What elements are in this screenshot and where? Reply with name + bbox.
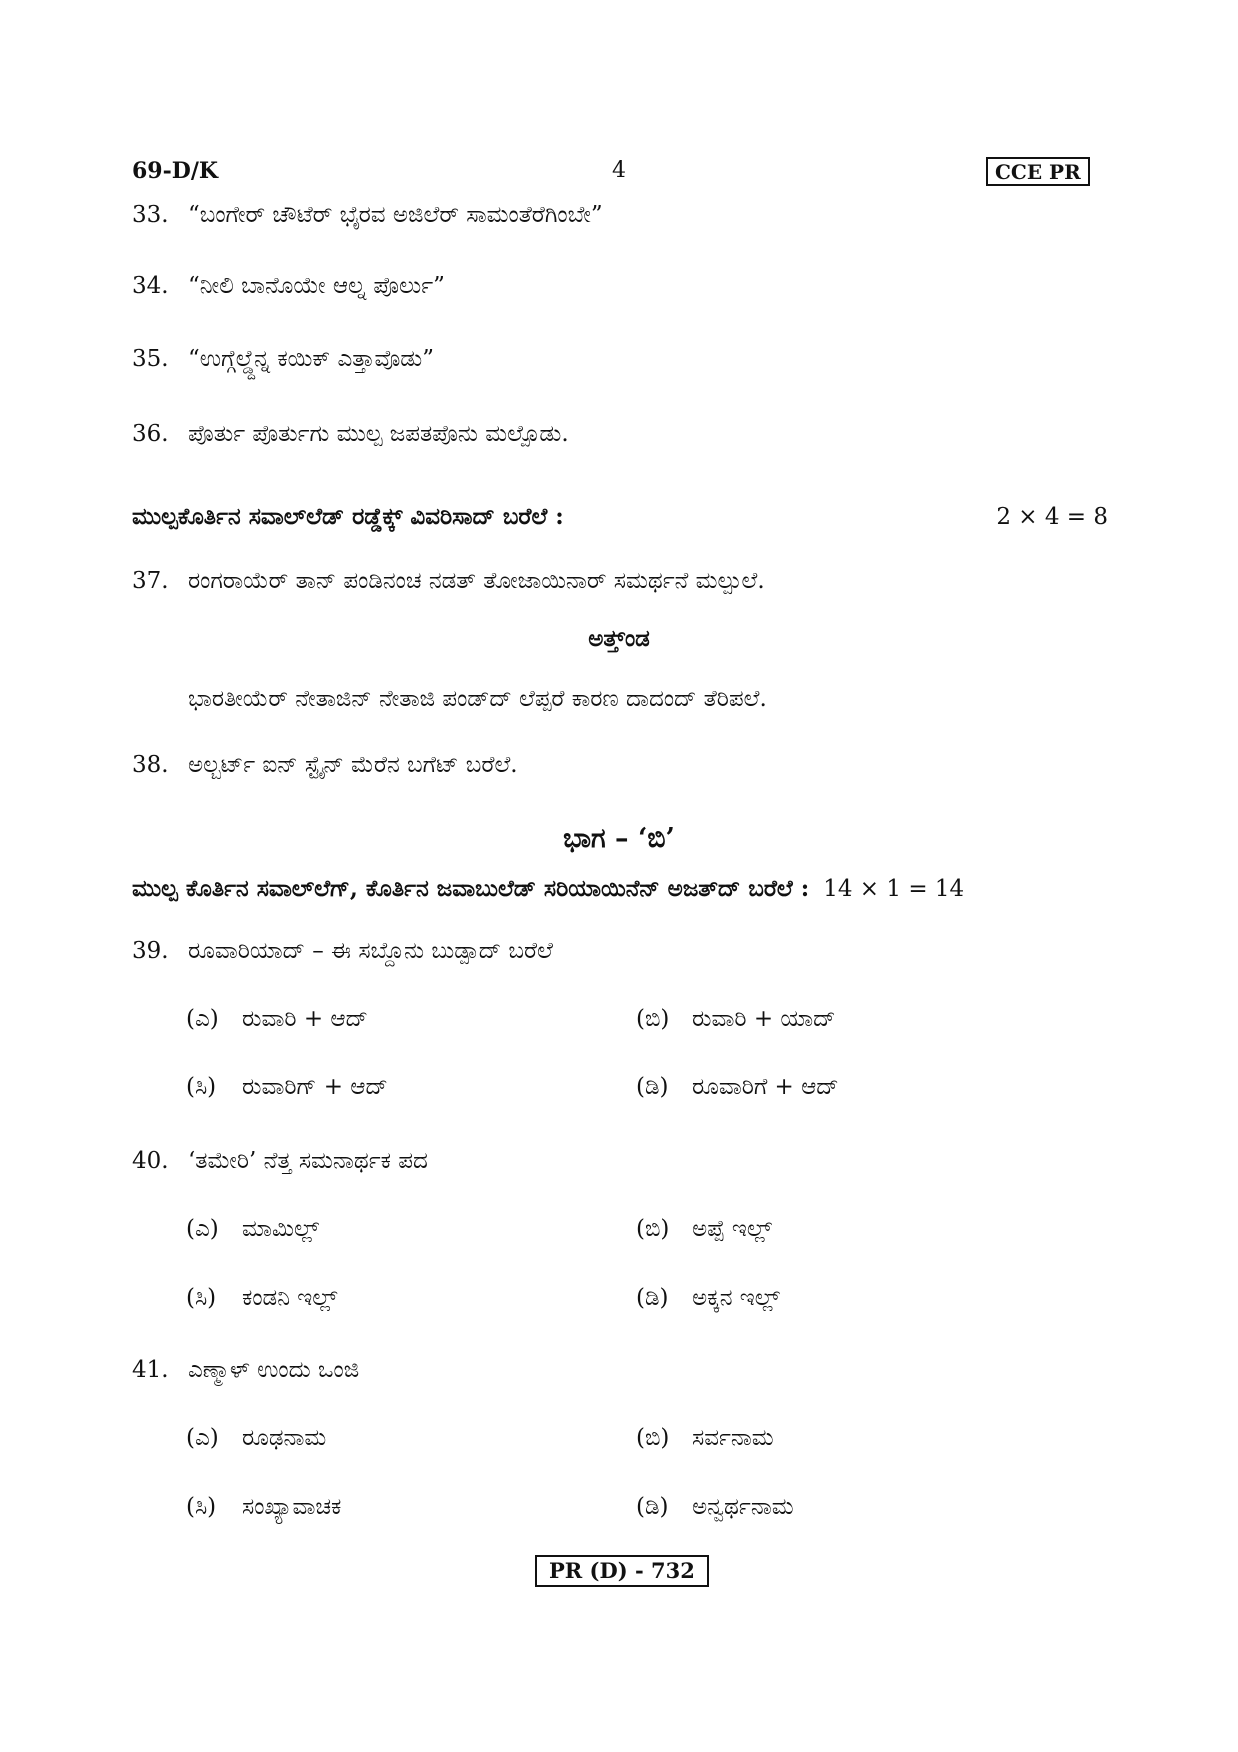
question-33 <box>132 202 603 228</box>
or-separator: ಅತ್ತ್ಂಡ <box>588 625 650 652</box>
section-instruction-essay <box>132 503 1108 530</box>
instruction-text: ಮುಲ್ಪ ಕೊರ್ತಿನ ಸವಾಲ್‌ಲೆಗ್, ಕೊರ್ತಿನ ಜವಾಬುಲೆಡ್ ಸರಿಯಾಯಿನೆನ್ ಅಜತ್‌ದ್ ಬರೆಲೆ : <box>132 875 810 902</box>
cce-badge: CCE PR <box>986 157 1090 186</box>
question-number: 38. <box>132 752 169 778</box>
question-37 <box>132 568 765 594</box>
instruction-text: ಮುಲ್ಪಕೊರ್ತಿನ ಸವಾಲ್‌ಲೆಡ್ ರಡ್ಡೆಕ್ಕ್ ವಿವರಿಸಾದ್ ಬರೆಲೆ : <box>132 503 564 530</box>
footer-paper-code: PR (D) - 732 <box>535 1555 709 1587</box>
option-text: ರೂವಾರಿಗೆ + ಆದ್ <box>692 1074 839 1100</box>
option-text: ಅನ್ವರ್ಥನಾಮ <box>692 1494 794 1520</box>
question-text: “ಉಗ್ಗೆಲ್ಡ್ದೆನ್ನ ಕಯಿಕ್ ಎತ್ತಾವೊಡು” <box>188 346 434 372</box>
question-41 <box>132 1357 359 1383</box>
question-number: 34. <box>132 273 169 299</box>
option-text: ರುವಾರಿ + ಆದ್ <box>242 1006 368 1032</box>
option-label: (ಡಿ) <box>636 1285 669 1311</box>
question-text: ರಂಗರಾಯೆರ್ ತಾನ್ ಪಂಡಿನಂಚ ನಡತ್ ತೋಜಾಯಿನಾರ್ ಸಮರ್ಥನೆ ಮಲ್ಪುಲೆ. <box>188 568 765 594</box>
question-36 <box>132 421 569 447</box>
question-text: “ನೀಲಿ ಬಾನೊಯೇ ಆಲ್ನ ಪೊರ್ಲು” <box>188 273 445 299</box>
option-c <box>186 1074 388 1100</box>
marks-scheme: 14 × 1 = 14 <box>823 876 965 902</box>
question-35 <box>132 346 434 372</box>
question-38 <box>132 752 518 778</box>
paper-code: 69-D/K <box>132 158 218 184</box>
question-number: 41. <box>132 1357 169 1383</box>
question-text: ಎಣ್ಮಾಳ್ ಉಂದು ಒಂಜಿ <box>188 1357 360 1383</box>
option-b <box>636 1425 774 1451</box>
question-text: ಅಲ್ಬರ್ಟ್ ಐನ್ ಸ್ಟೈನ್ ಮೆರೆನ ಬಗೆಟ್ ಬರೆಲೆ. <box>188 752 518 778</box>
option-a <box>186 1425 326 1451</box>
option-text: ಸರ್ವನಾಮ <box>692 1425 774 1451</box>
question-text: “ಬಂಗೇರ್ ಚೌಟೆರ್ ಭೈರವ ಅಜಿಲೆರ್ ಸಾಮಂತೆರೆಗಿಂಬೇ” <box>188 202 603 228</box>
option-text: ಅಪ್ಪೆ ಇಲ್ಲ್ <box>692 1216 772 1242</box>
option-b <box>636 1216 772 1242</box>
option-a <box>186 1216 319 1242</box>
question-34 <box>132 273 445 299</box>
option-c <box>186 1285 337 1311</box>
option-text: ಸಂಖ್ಯಾವಾಚಕ <box>242 1494 342 1520</box>
option-b <box>636 1006 835 1032</box>
question-text: ‘ತಮೇರಿ’ ನೆತ್ತ ಸಮನಾರ್ಥಕ ಪದ <box>188 1148 428 1174</box>
option-label: (ಬಿ) <box>636 1216 670 1242</box>
option-d <box>636 1494 794 1520</box>
question-number: 37. <box>132 568 169 594</box>
option-text: ರೂಢನಾಮ <box>242 1425 327 1451</box>
question-number: 40. <box>132 1148 169 1174</box>
option-label: (ಡಿ) <box>636 1074 669 1100</box>
option-label: (ಸಿ) <box>186 1074 217 1100</box>
section-instruction-mcq <box>132 875 1108 902</box>
question-number: 36. <box>132 421 169 447</box>
option-label: (ಸಿ) <box>186 1285 217 1311</box>
option-label: (ಬಿ) <box>636 1425 670 1451</box>
question-number: 35. <box>132 346 169 372</box>
option-label: (ಬಿ) <box>636 1006 670 1032</box>
option-label: (ಡಿ) <box>636 1494 669 1520</box>
option-label: (ಎ) <box>186 1006 219 1032</box>
option-d <box>636 1074 839 1100</box>
question-number: 33. <box>132 202 169 228</box>
question-text: ಪೊರ್ತು ಪೊರ್ತುಗು ಮುಲ್ಪ ಜಪತಪೊನು ಮಲ್ಪೊಡು. <box>188 421 569 447</box>
question-number: 39. <box>132 938 169 964</box>
option-c <box>186 1494 341 1520</box>
option-text: ಮಾಮಿಲ್ಲ್ <box>242 1216 320 1242</box>
question-40 <box>132 1148 428 1174</box>
option-label: (ಎ) <box>186 1216 219 1242</box>
question-39 <box>132 938 553 964</box>
option-label: (ಎ) <box>186 1425 219 1451</box>
part-b-title: ಭಾಗ – ‘ಬಿ’ <box>563 823 675 854</box>
marks-scheme: 2 × 4 = 8 <box>996 504 1108 530</box>
option-text: ಅಕ್ಕನ ಇಲ್ಲ್ <box>692 1285 780 1311</box>
question-37-alternative: ಭಾರತೀಯೆರ್ ನೇತಾಜಿನ್ ನೇತಾಜಿ ಪಂಡ್‌ದ್ ಲೆಪ್ಪರೆ ಕಾರಣ ದಾದಂದ್ ತೆರಿಪಲೆ. <box>188 686 767 712</box>
option-text: ರುವಾರಿ + ಯಾದ್ <box>692 1006 836 1032</box>
page-number: 4 <box>612 158 626 183</box>
option-text: ಕಂಡನಿ ಇಲ್ಲ್ <box>242 1285 338 1311</box>
option-text: ರುವಾರಿಗ್ + ಆದ್ <box>242 1074 388 1100</box>
option-d <box>636 1285 780 1311</box>
question-text: ರೂವಾರಿಯಾದ್ – ಈ ಸಬ್ದೊನು ಬುಡ್ಪಾದ್ ಬರೆಲೆ <box>188 938 553 964</box>
option-label: (ಸಿ) <box>186 1494 217 1520</box>
option-a <box>186 1006 368 1032</box>
